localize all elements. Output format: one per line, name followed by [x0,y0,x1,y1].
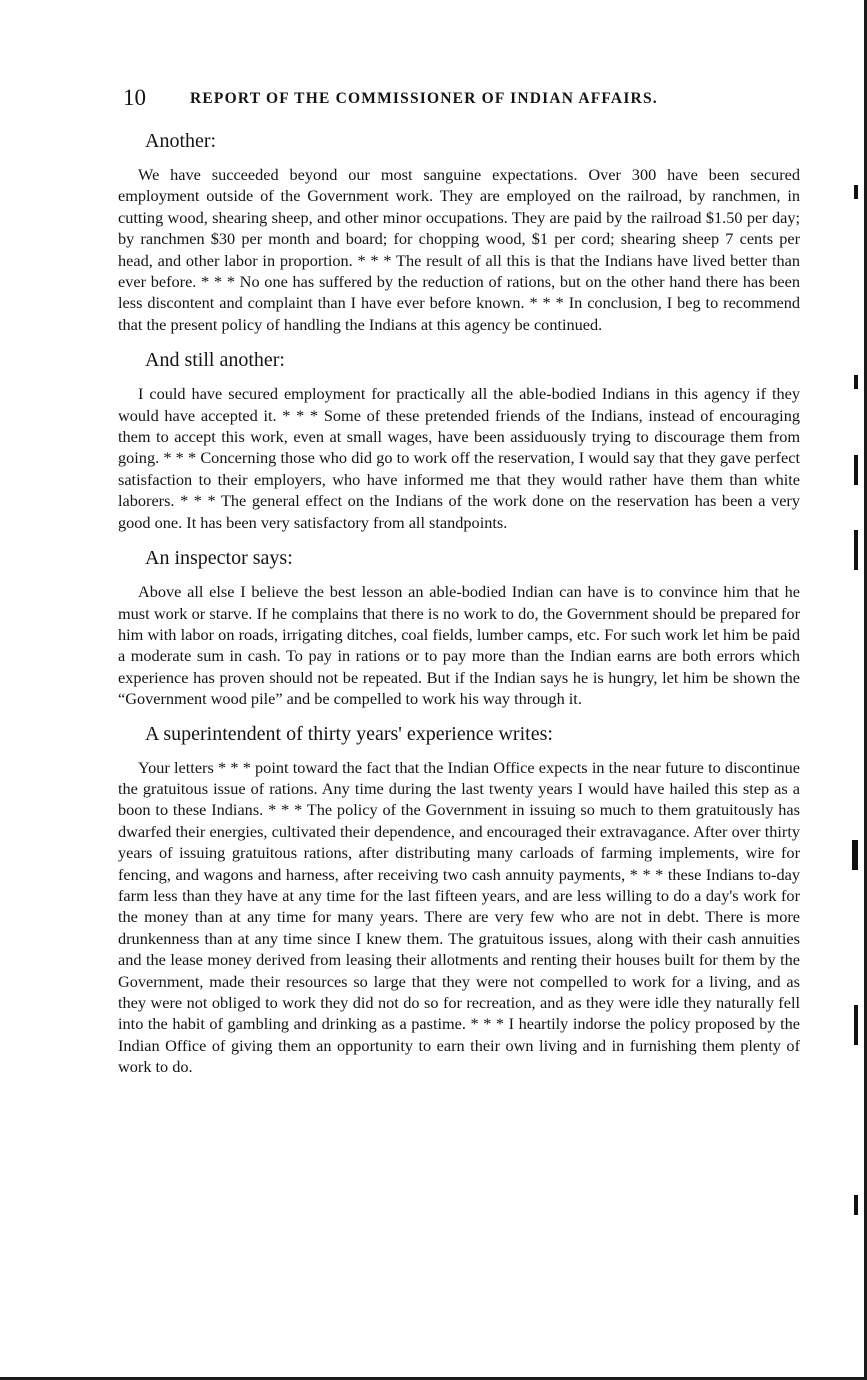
running-head: REPORT OF THE COMMISSIONER OF INDIAN AFFAIRS. [190,90,658,107]
page-number: 10 [123,85,146,110]
section-heading-inspector: An inspector says: [145,547,293,570]
scan-edge-mark [854,530,858,570]
quote-paragraph-inspector: Above all else I believe the best lesson an able-bodied Indian can have is to convince him that he must work or starve. If he complains that there is no work to do, the Government should be prepared for him with labor on roads, irrigating ditches, coal fields, lumber camps, etc. For such work let him be paid a moderate sum in cash. To pay in rations or to pay more than the Indian earns are both errors which experience has proven should not be repeated. But if the Indian says he is hungry, let him be shown the “Government wood pile” and be compelled to work his way through it. [118,582,800,709]
scan-edge-mark [854,455,858,485]
section-heading-still-another: And still another: [145,349,285,372]
scan-edge-mark [852,840,858,870]
quote-paragraph-superintendent: Your letters * * * point toward the fact that the Indian Office expects in the near future to discontinue the gratuitous issue of rations. Any time during the last twenty years I would have hailed this step as a boon to these Indians. * * * The policy of the Government in issuing so much to them gratuitously has dwarfed their energies, cultivated their dependence, and encouraged their extravagance. After over thirty years of issuing gratuitous rations, after distributing many carloads of farming implements, wire for fencing, and wagons and harness, after receiving two cash annuity payments, * * * these Indians to-day farm less than they have at any time for the last fifteen years, and are less willing to do a day's work for the money than at any time for many years. There are very few who are not in debt. There is more drunkenness than at any time since I knew them. The gratuitous issues, along with their cash annuities and the lease money derived from leasing their allotments and renting their houses built for them by the Government, made their resources so large that they were not compelled to work for a living, and as they were not obliged to work they did not do so for recreation, and as they were idle they naturally fell into the habit of gambling and drinking as a pastime. * * * I heartily indorse the policy proposed by the Indian Office of giving them an opportunity to earn their own living and in furnishing them plenty of work to do. [118,757,800,1077]
scan-edge-mark [854,375,858,389]
quote-paragraph-another: We have succeeded beyond our most sanguine expectations. Over 300 have been secured employment outside of the Government work. They are employed on the railroad, by ranchmen, in cutting wood, shearing sheep, and other minor occupations. They are paid by the railroad $1.50 per day; by ranchmen $30 per month and board; for chopping wood, $1 per cord; shearing sheep 7 cents per head, and other labor in proportion. * * * The result of all this is that the Indians have lived better than ever before. * * * No one has suffered by the reduction of rations, but on the other hand there has been less discontent and complaint than I have ever before known. * * * In conclusion, I beg to recommend that the present policy of handling the Indians at this agency be continued. [118,165,800,334]
section-heading-superintendent: A superintendent of thirty years' experience writes: [145,722,553,745]
section-heading-another: Another: [145,130,217,152]
page-body [118,128,800,1090]
scan-edge-mark [854,1195,858,1215]
quote-paragraph-still-another: I could have secured employment for practically all the able-bodied Indians in this agency if they would have accepted it. * * * Some of these pretended friends of the Indians, instead of encouraging them to accept this work, even at small wages, have been assiduously trying to discourage them from going. * * * Concerning those who did go to work off the reservation, I would say that they gave perfect satisfaction to their employers, who have informed me that they would rather have them than white laborers. * * * The general effect on the Indians of the work done on the reservation has been a very good one. It has been very satisfactory from all standpoints. [118,384,800,532]
scan-edge-mark [854,1005,858,1045]
page-header [123,84,763,114]
scan-edge-mark [854,185,858,199]
